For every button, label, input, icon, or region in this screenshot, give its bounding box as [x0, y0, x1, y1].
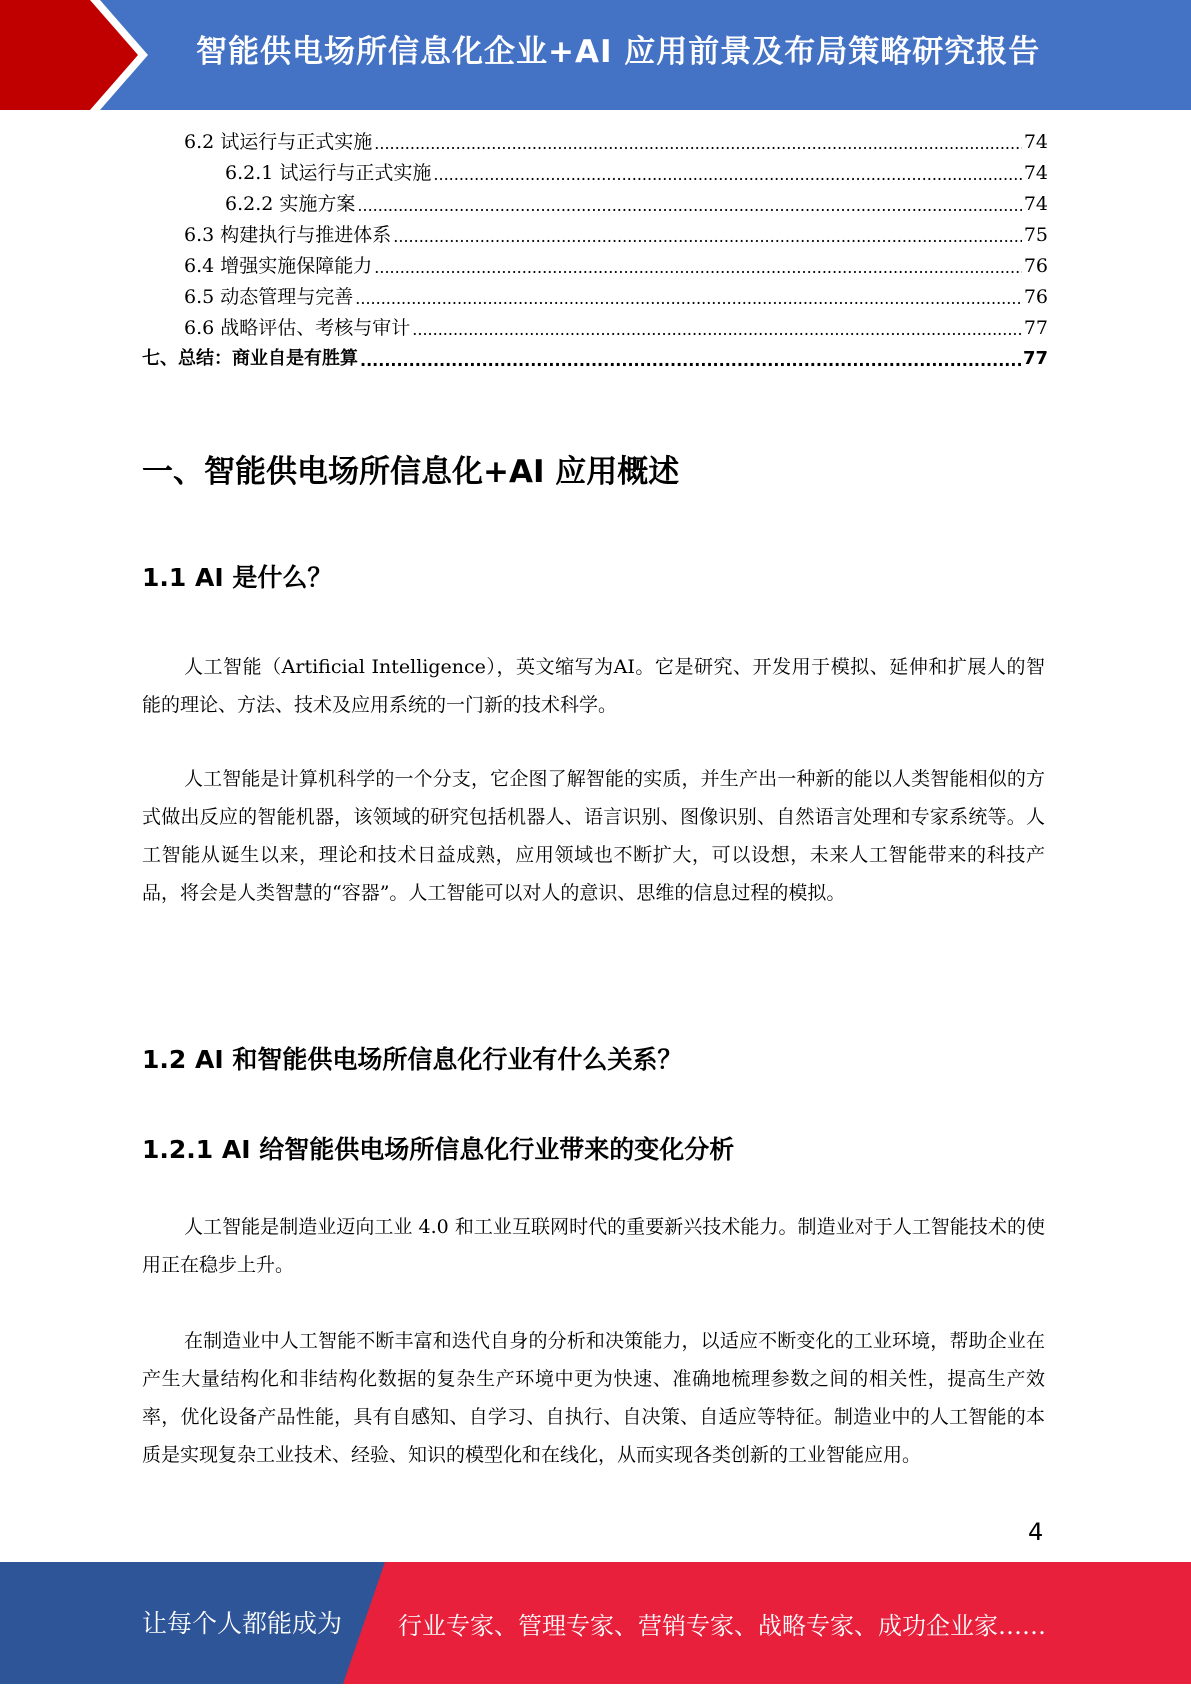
- toc-leader-dots: [374, 252, 1022, 280]
- toc-entry-label: 6.2 试运行与正式实施: [184, 131, 373, 153]
- toc-entry-page: 74: [1023, 131, 1048, 153]
- toc-entry-label: 6.2.2 实施方案: [225, 193, 356, 215]
- toc-entry-label: 6.3 构建执行与推进体系: [184, 224, 392, 246]
- toc-entry-label: 6.5 动态管理与完善: [184, 286, 354, 308]
- toc-entry[interactable]: [184, 252, 1048, 280]
- toc-leader-dots: [374, 128, 1022, 156]
- toc-leader-dots: [393, 221, 1022, 249]
- toc-leader-dots: [357, 190, 1021, 218]
- section-heading: 1.1 AI 是什么？: [142, 563, 333, 592]
- toc-entry-page: 77: [1023, 317, 1048, 339]
- toc-entry-page: 76: [1023, 286, 1048, 308]
- page-number: 4: [1028, 1518, 1044, 1546]
- toc-entry-page: 77: [1022, 348, 1048, 369]
- subsection-heading: 1.2.1 AI 给智能供电场所信息化行业带来的变化分析: [142, 1135, 735, 1164]
- toc-entry[interactable]: [184, 314, 1048, 342]
- toc-leader-dots: [360, 345, 1021, 373]
- toc-entry-page: 76: [1023, 255, 1048, 277]
- toc-entry-page: 75: [1023, 224, 1048, 246]
- paragraph: 在制造业中人工智能不断丰富和迭代自身的分析和决策能力，以适应不断变化的工业环境，帮助企业在产生大量结构化和非结构化数据的复杂生产环境中更为快速、准确地梳理参数之间的相关性，提高生产效率，优化设备产品性能，具有自感知、自学习、自执行、自决策、自适应等特征。制造业中的人工智能的本质是实现复杂工业技术、经验、知识的模型化和在线化，从而实现各类创新的工业智能应用。: [142, 1330, 1045, 1466]
- toc-entry-label: 6.2.1 试运行与正式实施: [225, 162, 432, 184]
- paragraph: 人工智能是计算机科学的一个分支，它企图了解智能的实质，并生产出一种新的能以人类智能相似的方式做出反应的智能机器，该领域的研究包括机器人、语言识别、图像识别、自然语言处理和专家系统等。人工智能从诞生以来，理论和技术日益成熟，应用领域也不断扩大，可以设想，未来人工智能带来的科技产品，将会是人类智慧的“容器”。人工智能可以对人的意识、思维的信息过程的模拟。: [142, 768, 1045, 904]
- toc-entry-label: 七、总结：商业自是有胜算: [142, 348, 358, 369]
- chapter-heading: 一、智能供电场所信息化+AI 应用概述: [142, 454, 680, 490]
- header-banner: [0, 0, 1191, 110]
- footer-slogan-left: 让每个人都能成为: [142, 1609, 343, 1638]
- toc-leader-dots: [355, 283, 1022, 311]
- toc-leader-dots: [412, 314, 1022, 342]
- toc-entry[interactable]: [225, 190, 1048, 218]
- toc-entry-page: 74: [1023, 162, 1048, 184]
- footer-slogan-right: 行业专家、管理专家、营销专家、战略专家、成功企业家……: [398, 1612, 1046, 1640]
- toc-entry-label: 6.4 增强实施保障能力: [184, 255, 373, 277]
- toc-entry[interactable]: [184, 283, 1048, 311]
- paragraph: 人工智能是制造业迈向工业 4.0 和工业互联网时代的重要新兴技术能力。制造业对于人工智能技术的使用正在稳步上升。: [142, 1216, 1045, 1276]
- toc-leader-dots: [433, 159, 1021, 187]
- report-title: 智能供电场所信息化企业+AI 应用前景及布局策略研究报告: [196, 34, 1041, 70]
- section-heading: 1.2 AI 和智能供电场所信息化行业有什么关系？: [142, 1045, 683, 1074]
- paragraph: 人工智能（Artificial Intelligence），英文缩写为AI。它是研究、开发用于模拟、延伸和扩展人的智能的理论、方法、技术及应用系统的一门新的技术科学。: [142, 656, 1045, 716]
- toc-entry[interactable]: [184, 221, 1048, 249]
- toc-entry-page: 74: [1023, 193, 1048, 215]
- toc-entry[interactable]: [184, 128, 1048, 156]
- toc-entry-label: 6.6 战略评估、考核与审计: [184, 317, 411, 339]
- toc-entry[interactable]: [225, 159, 1048, 187]
- toc-entry[interactable]: [142, 345, 1048, 373]
